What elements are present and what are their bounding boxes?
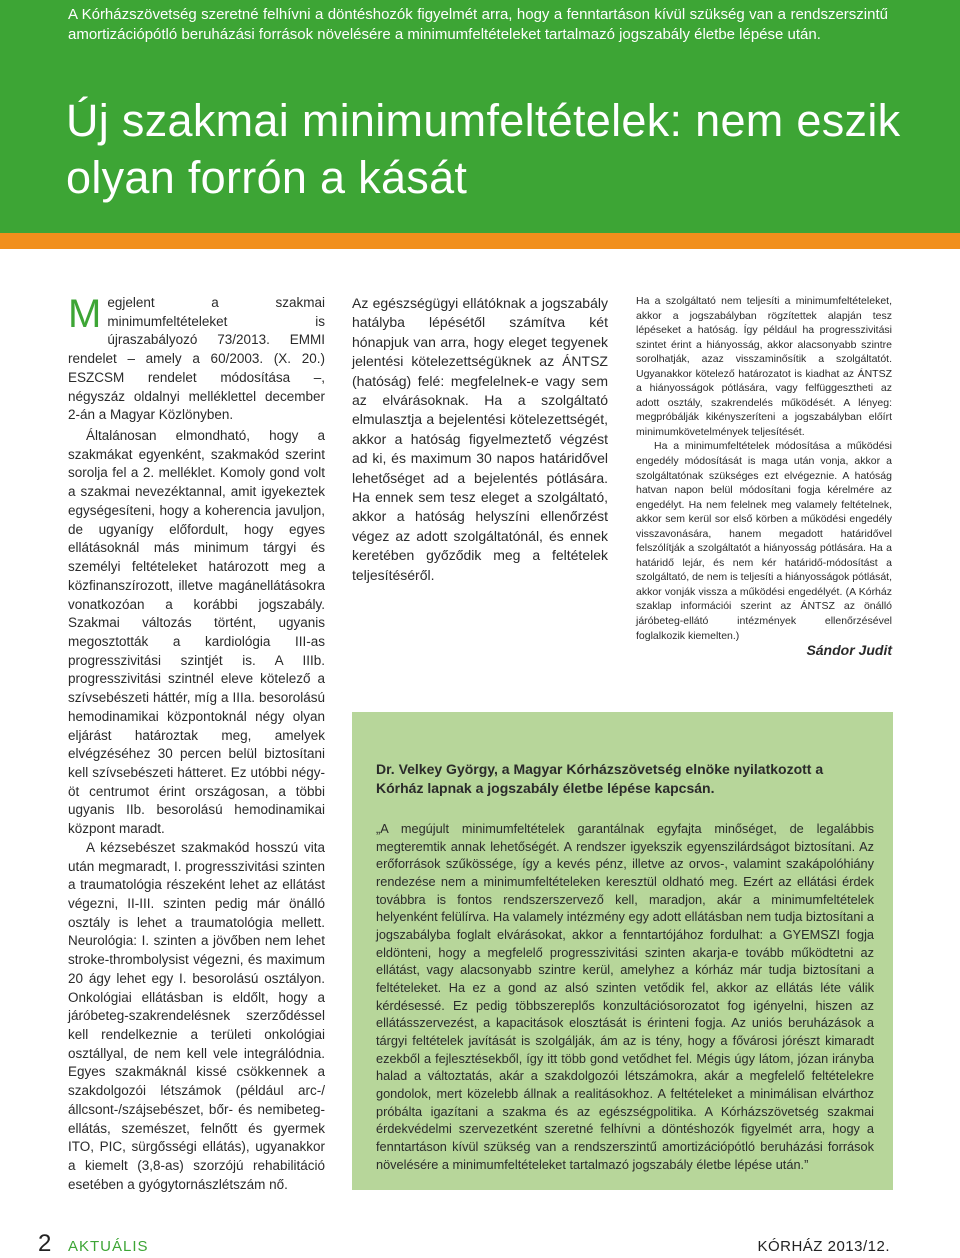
article-column-1 <box>68 294 325 1195</box>
issue-label: KÓRHÁZ 2013/12. <box>757 1238 890 1255</box>
article-paragraph-6: Ha a minimumfeltételek módosítása a működési engedély módosítását is maga után vonja, akkor a szolgáltatónak szükséges ezt elvégeznie. A hatóság hatvan napon belül módosítani fogja kérelmére az engedélyt. Ha nem felelnek meg valamely feltételnek, akkor sem kerül sor első körben a működési engedély visszavonására, hanem megadott határidővel felszólítják a szolgáltatót a hiányosság pótlására. Ha a határidő lejár, és nem kér határidő-módosítást a szolgáltató, de nem is teljesíti a hiányosságok pótlását, akkor vonják vissza a működési engedélyét. (A Kórház szaklap információi szerint az ÁNTSZ az önálló járóbeteg-ellátó intézmények ellenőrzésével foglalkozik kiemelten.) <box>636 440 892 642</box>
article-headline <box>66 92 926 206</box>
article-column-2 <box>352 294 608 585</box>
article-paragraph-5: Ha a szolgáltató nem teljesíti a minimumfeltételeket, akkor a jogszabályban rögzítettek alapján tesz lépéseket a hatóság. Így például ha progresszivitási szintet érint a hiányosság, akkor alacsonyabb szintre sorolhatják, azaz visszaminősítik a szolgáltatót. Ugyanakkor kötelező határozatot is kiadhat az ÁNTSZ a hiányosságok pótlására, vagy felfüggesztheti az adott osztály, szakrendelés működését. A lényeg: megpróbálják kikényszeríteni a jogszabályban előírt minimumkövetelmények teljesítését. <box>636 295 892 438</box>
author-signature: Sándor Judit <box>806 642 892 659</box>
page-number: 2 <box>38 1230 52 1257</box>
article-paragraph-1 <box>68 294 325 425</box>
intro-text: A Kórházszövetség szeretné felhívni a döntéshozók figyelmét arra, hogy a fenntartáson kívül szükség van a rendszerszintű amortizációpótló beruházási források növelésére a minimumfeltételeket tartalmazó jogszabály életbe lépése után. <box>68 6 888 43</box>
article-paragraph-4: Az egészségügyi ellátóknak a jogszabály hatályba lépésétől számítva két hónapjuk van arra, hogy eleget tegyenek jelentési kötelezettségüknek az ÁNTSZ (hatóság) felé: megfelelnek-e vagy sem az elvárásoknak. Ha a szolgáltató elmulasztja a bejelentési kötelezettségét, akkor a hatóság figyelmeztető végzést ad ki, és maximum 30 napos határidővel lehetőséget ad a bejelentés pótlására. Ha ennek sem tesz eleget a szolgáltató, akkor a hatóság helyszíni ellenőrzést végez az adott szolgáltatónál, és ennek keretében győződik meg a feltételek teljesítéséről. <box>352 295 608 583</box>
article-paragraph-3: A kézsebészet szakmakód hosszú vita után megmaradt, I. progresszivitási szinten a traumatológia részeként lehet az ellátást végezni, II-III. szinten pedig már önálló osztály is lehet a traumatológia mellett. Neurológia: I. szinten a jövőben nem lehet stroke-thrombolysist végezni, és maximum 20 ágy lehet egy I. besorolású osztályon. Onkológiai ellátásban is eldőlt, hogy a járóbeteg-szakrendelésnek szerződéssel kell rendelkeznie a területi onkológiai osztállyal, de nem kell vele integrálódnia. Egyes szakmáknál kissé csökkennek a szakdolgozói létszámok (például arc-/állcsont-/szájsebészet, bőr- és nemibeteg-ellátás, szemészet, felnőtt és gyermek ITO, PIC, sürgősségi ellátás), ugyanakkor a kiemelt (3,8-as) szorzójú rehabilitáció esetében a gyógytornászlétszám nő. <box>68 839 325 1192</box>
article-paragraph-2: Általánosan elmondható, hogy a szakmákat egyenként, szakmakód szerint sorolja fel a 2. melléklet. Komoly gond volt a szakmai nevezéktannal, amit igyekeztek egységesíteni, hogy a koherencia javuljon, de ugyanígy előfordult, hogy egyes ellátásoknál más minimum tárgyi és személyi feltételeket határozott meg a közfinanszírozott, illetve magánellátásokra vonatkozóan a korábbi jogszabály. Szakmai változás történt, ugyanis megosztották a kardiológia III-as progresszivitási szintjét is. A IIIb. progresszivitási szintnél eleve kötelező a szívsebészeti háttér, míg a IIIa. besorolású hemodinamikai központoknál négy olyan eljárást határoztak meg, amelyek elvégzéséhez 30 percen belül biztosítani kell szívsebészeti hátteret. Ez utóbbi négy-öt centrumot érint országosan, a többi ugyanis IIb. besorolású hemodinamikai központ maradt. <box>68 428 325 837</box>
drop-cap: M <box>68 292 102 336</box>
paragraph-1-text: egjelent a szakmai minimumfeltételeket is újraszabályozó 73/2013. EMMI rendelet – amely a 60/2003. (X. 20.) ESZCSM rendelet módosítása –, négyszáz oldalnyi melléklettel december 2-án a Magyar Közlönyben. <box>68 295 325 423</box>
interview-quote: „A megújult minimumfeltételek garantálnak egyfajta minőséget, de legalábbis megteremtik annak lehetőségét. A rendszer igyekszik egyenszilárdságot biztosítani. Az erőforrások szűkössége, így a kevés pénz, illetve az orvos-, valamint szakápolóhiány rendezése nem a minimumfeltételeken keresztül oldható meg. Ezért az ellátási érdek továbbra is fontos rendszerszervező kell, maradjon, akár a minimumfeltételek helyenként felülírva. Ha valamely intézmény egy adott ellátásban nem tudja biztosítani a jogszabályba foglalt elvárásokat, akkor a fenntartójához fordulhat: a GYEMSZI fogja eldönteni, hogy a megfelelő progresszivitási szinten akarja-e tovább működtetni az ellátást, vagy alacsonyabb szintre kerül, amelyhez a kórház már tudja biztosítani a feltételeket. Ha ez a gond az alsó szinten vetődik fel, akkor az ellátás léte válik kérdésessé. Ez pedig többszereplős konzultációsorozatot fog igényelni, hiszen az ellátásszervezést, a kapacitások elosztását is érinteni fogja. Az uniós beruházások a tárgyi feltételek javítását is szolgálják, ám az is tény, hogy a fővárosi jórészt kimaradt ezekből a fejlesztésekből, így itt több gond vetődhet fel. Mégis úgy látom, józan irányba halad a változtatás, akár a szakdolgozói létszámokra, akár a megfelelő feltételekre gondolok, mert közelebb állnak a realitásokhoz. A feltételeket a minimálisan elvárthoz próbálta igazítani a szakma és az egészségpolitika. A Kórházszövetség szakmai érdekvédelmi szervezetként szeretné felhívni a döntéshozók figyelmét arra, hogy a fenntartáson kívül szükség van a rendszerszintű amortizációpótló beruházási források növelésére a minimumfeltételeket tartalmazó jogszabály életbe lépése után.” <box>376 821 874 1172</box>
interview-title: Dr. Velkey György, a Magyar Kórházszövetség elnöke nyilatkozott a Kórház lapnak a jogszabály életbe lépése kapcsán. <box>376 761 824 797</box>
headline-line-1: Új szakmai minimumfeltételek: nem eszik <box>66 95 901 146</box>
article-column-3 <box>636 294 892 658</box>
headline-line-2: olyan forrón a kását <box>66 152 468 203</box>
section-label: AKTUÁLIS <box>68 1238 149 1255</box>
header-accent-strip <box>0 233 960 249</box>
